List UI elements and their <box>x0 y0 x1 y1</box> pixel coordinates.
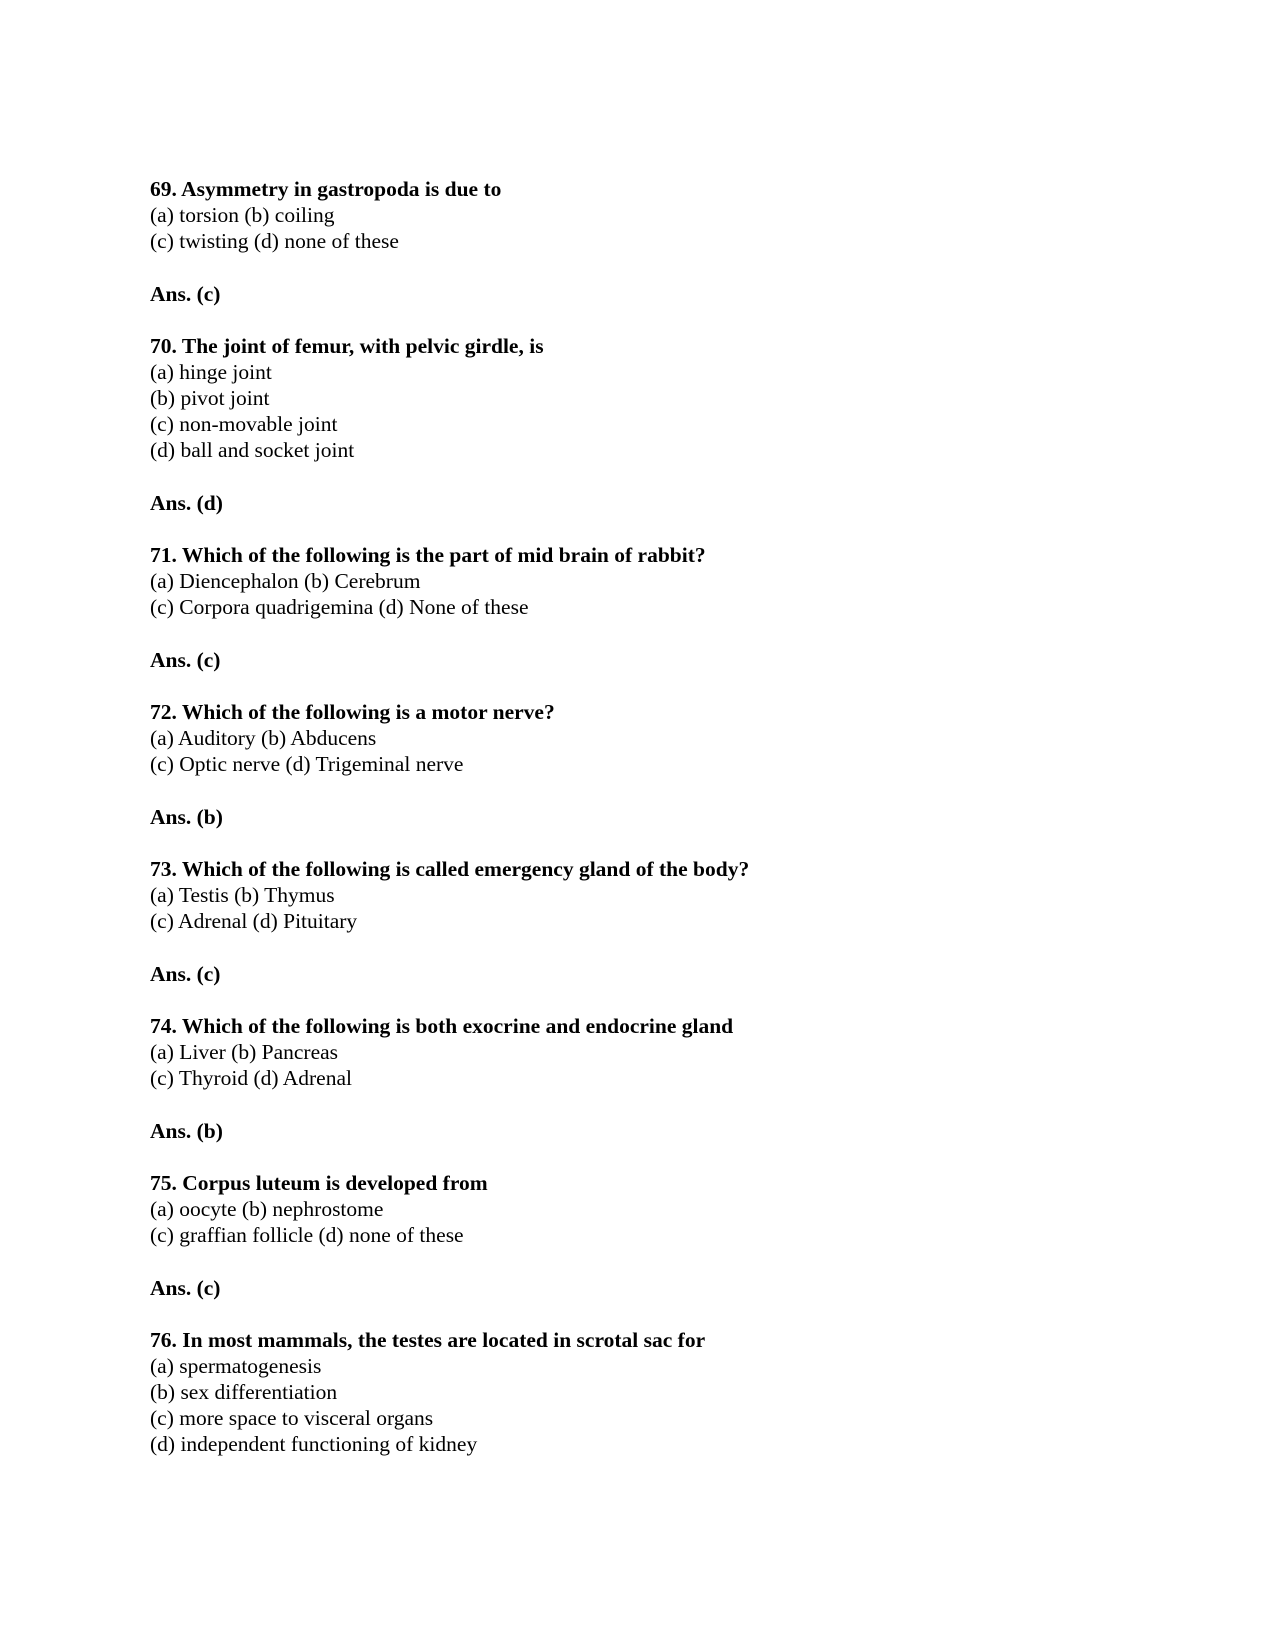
question-title: 73. Which of the following is called emergency gland of the body? <box>150 857 750 881</box>
answer: Ans. (b) <box>150 805 223 829</box>
answer: Ans. (d) <box>150 491 223 515</box>
option-line: (c) Adrenal (d) Pituitary <box>150 909 358 933</box>
question-title: 71. Which of the following is the part of mid brain of rabbit? <box>150 543 706 567</box>
answer: Ans. (c) <box>150 648 221 672</box>
option-line: (c) graffian follicle (d) none of these <box>150 1223 464 1247</box>
option-line: (c) more space to visceral organs <box>150 1406 434 1430</box>
option-line: (d) ball and socket joint <box>150 438 355 462</box>
question-72 <box>150 699 1150 830</box>
option-line: (a) Testis (b) Thymus <box>150 883 335 907</box>
question-71 <box>150 542 1150 673</box>
question-title: 75. Corpus luteum is developed from <box>150 1171 488 1195</box>
question-73 <box>150 856 1150 987</box>
option-line: (c) Optic nerve (d) Trigeminal nerve <box>150 752 464 776</box>
question-70 <box>150 333 1150 516</box>
option-line: (a) Liver (b) Pancreas <box>150 1040 339 1064</box>
option-line: (c) non-movable joint <box>150 412 338 436</box>
question-title: 72. Which of the following is a motor nerve? <box>150 700 555 724</box>
answer: Ans. (c) <box>150 962 221 986</box>
option-line: (a) torsion (b) coiling <box>150 203 335 227</box>
question-title: 70. The joint of femur, with pelvic girdle, is <box>150 334 544 358</box>
question-76 <box>150 1327 1150 1457</box>
question-title: 76. In most mammals, the testes are located in scrotal sac for <box>150 1328 706 1352</box>
question-title: 74. Which of the following is both exocrine and endocrine gland <box>150 1014 734 1038</box>
option-line: (c) Thyroid (d) Adrenal <box>150 1066 352 1090</box>
question-title: 69. Asymmetry in gastropoda is due to <box>150 177 502 201</box>
option-line: (b) sex differentiation <box>150 1380 338 1404</box>
answer: Ans. (b) <box>150 1119 223 1143</box>
option-line: (a) Diencephalon (b) Cerebrum <box>150 569 421 593</box>
option-line: (a) oocyte (b) nephrostome <box>150 1197 384 1221</box>
document-page <box>150 176 1150 1457</box>
option-line: (c) twisting (d) none of these <box>150 229 399 253</box>
question-75 <box>150 1170 1150 1301</box>
answer: Ans. (c) <box>150 282 221 306</box>
option-line: (a) hinge joint <box>150 360 272 384</box>
option-line: (b) pivot joint <box>150 386 270 410</box>
option-line: (d) independent functioning of kidney <box>150 1432 478 1456</box>
option-line: (c) Corpora quadrigemina (d) None of these <box>150 595 529 619</box>
answer: Ans. (c) <box>150 1276 221 1300</box>
option-line: (a) spermatogenesis <box>150 1354 322 1378</box>
question-74 <box>150 1013 1150 1144</box>
option-line: (a) Auditory (b) Abducens <box>150 726 377 750</box>
question-69 <box>150 176 1150 307</box>
